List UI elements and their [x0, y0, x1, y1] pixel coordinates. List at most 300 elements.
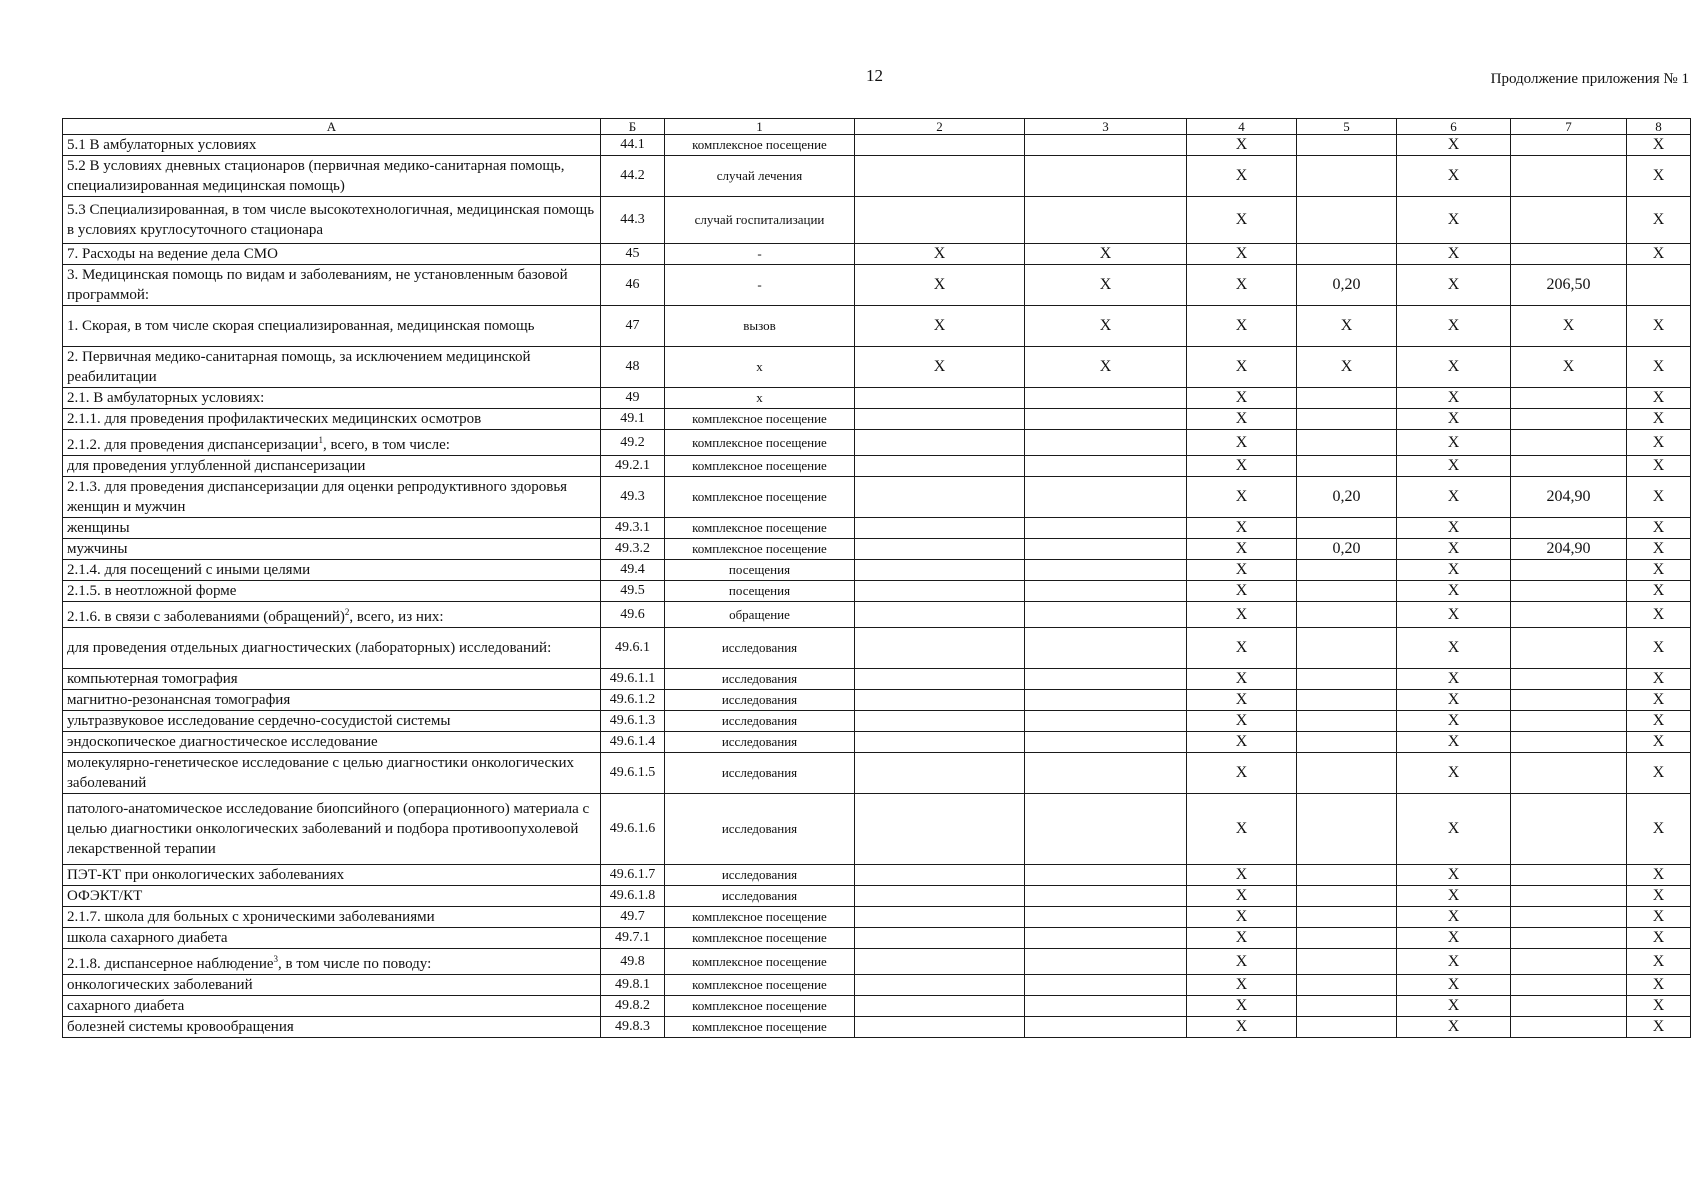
value-cell-5: X: [1297, 347, 1397, 388]
value-cell-7: [1511, 628, 1627, 669]
unit-cell: комплексное посещение: [665, 975, 855, 996]
table-row: [63, 794, 1691, 865]
row-label: [63, 711, 601, 732]
value-cell-3: [1025, 135, 1187, 156]
row-code: 49.5: [601, 581, 665, 602]
value-cell-5: [1297, 456, 1397, 477]
value-cell-2: [855, 581, 1025, 602]
value-cell-3: [1025, 197, 1187, 244]
value-cell-6: X: [1397, 244, 1511, 265]
value-cell-6: X: [1397, 409, 1511, 430]
value-cell-5: [1297, 886, 1397, 907]
unit-cell: исследования: [665, 628, 855, 669]
row-label-text: ОФЭКТ/КТ: [67, 888, 143, 904]
value-cell-8: X: [1627, 794, 1691, 865]
value-cell-4: X: [1187, 347, 1297, 388]
value-cell-7: [1511, 409, 1627, 430]
value-cell-4: X: [1187, 388, 1297, 409]
table-row: [63, 306, 1691, 347]
value-cell-5: [1297, 669, 1397, 690]
header-col-2: 2: [855, 119, 1025, 135]
value-cell-2: [855, 1017, 1025, 1038]
value-cell-4: X: [1187, 753, 1297, 794]
value-cell-5: [1297, 602, 1397, 628]
value-cell-2: [855, 602, 1025, 628]
value-cell-5: X: [1297, 306, 1397, 347]
row-label: [63, 1017, 601, 1038]
value-cell-6: X: [1397, 347, 1511, 388]
row-label-text: болезней системы кровообращения: [67, 1019, 294, 1035]
unit-cell: посещения: [665, 581, 855, 602]
table-row: [63, 560, 1691, 581]
header-col-6: 6: [1397, 119, 1511, 135]
unit-cell: вызов: [665, 306, 855, 347]
value-cell-2: [855, 753, 1025, 794]
value-cell-2: [855, 907, 1025, 928]
value-cell-2: X: [855, 244, 1025, 265]
value-cell-2: [855, 197, 1025, 244]
unit-cell: исследования: [665, 690, 855, 711]
row-label: [63, 690, 601, 711]
value-cell-8: X: [1627, 156, 1691, 197]
table-row: [63, 865, 1691, 886]
value-cell-7: [1511, 135, 1627, 156]
value-cell-4: X: [1187, 602, 1297, 628]
value-cell-5: [1297, 430, 1397, 456]
value-cell-5: [1297, 135, 1397, 156]
value-cell-6: X: [1397, 518, 1511, 539]
value-cell-6: X: [1397, 1017, 1511, 1038]
value-cell-3: [1025, 732, 1187, 753]
value-cell-2: [855, 560, 1025, 581]
value-cell-3: [1025, 711, 1187, 732]
row-label: [63, 669, 601, 690]
row-label-text: женщины: [67, 520, 130, 536]
value-cell-8: X: [1627, 996, 1691, 1017]
value-cell-7: [1511, 996, 1627, 1017]
row-label: [63, 865, 601, 886]
table-body: [63, 135, 1691, 1038]
value-cell-2: [855, 456, 1025, 477]
row-label-text: школа сахарного диабета: [67, 930, 228, 946]
row-label: [63, 794, 601, 865]
value-cell-4: X: [1187, 628, 1297, 669]
value-cell-5: 0,20: [1297, 477, 1397, 518]
value-cell-5: [1297, 794, 1397, 865]
table-row: [63, 477, 1691, 518]
row-label: [63, 347, 601, 388]
table-row: [63, 690, 1691, 711]
table-row: [63, 244, 1691, 265]
value-cell-5: 0,20: [1297, 539, 1397, 560]
value-cell-7: [1511, 794, 1627, 865]
value-cell-8: [1627, 265, 1691, 306]
table-row: [63, 456, 1691, 477]
value-cell-7: [1511, 244, 1627, 265]
value-cell-4: X: [1187, 975, 1297, 996]
table-row: [63, 135, 1691, 156]
row-label: [63, 518, 601, 539]
row-code: 49.1: [601, 409, 665, 430]
value-cell-5: [1297, 518, 1397, 539]
value-cell-2: [855, 477, 1025, 518]
unit-cell: исследования: [665, 711, 855, 732]
value-cell-7: [1511, 669, 1627, 690]
value-cell-8: X: [1627, 430, 1691, 456]
table-row: [63, 996, 1691, 1017]
table-row: [63, 409, 1691, 430]
value-cell-8: X: [1627, 886, 1691, 907]
table-row: [63, 539, 1691, 560]
value-cell-2: [855, 388, 1025, 409]
row-label-text: 2.1.7. школа для больных с хроническими заболеваниями: [67, 909, 435, 925]
value-cell-3: [1025, 388, 1187, 409]
header-col-a: А: [63, 119, 601, 135]
table-row: [63, 886, 1691, 907]
value-cell-6: X: [1397, 135, 1511, 156]
unit-cell: комплексное посещение: [665, 409, 855, 430]
value-cell-2: [855, 430, 1025, 456]
row-label: [63, 477, 601, 518]
value-cell-5: [1297, 560, 1397, 581]
value-cell-6: X: [1397, 602, 1511, 628]
row-label: [63, 732, 601, 753]
value-cell-3: [1025, 581, 1187, 602]
unit-cell: обращение: [665, 602, 855, 628]
value-cell-5: [1297, 388, 1397, 409]
value-cell-3: [1025, 477, 1187, 518]
unit-cell: исследования: [665, 865, 855, 886]
value-cell-3: [1025, 560, 1187, 581]
value-cell-7: [1511, 865, 1627, 886]
table-row: [63, 197, 1691, 244]
value-cell-4: X: [1187, 409, 1297, 430]
row-label-text: 2.1.4. для посещений с иными целями: [67, 562, 311, 578]
value-cell-7: [1511, 388, 1627, 409]
value-cell-2: X: [855, 306, 1025, 347]
unit-cell: комплексное посещение: [665, 928, 855, 949]
row-code: 46: [601, 265, 665, 306]
value-cell-3: [1025, 865, 1187, 886]
value-cell-7: [1511, 907, 1627, 928]
row-code: 49.2.1: [601, 456, 665, 477]
row-label-text: мужчины: [67, 541, 128, 557]
value-cell-2: [855, 928, 1025, 949]
table-header-row: [63, 119, 1691, 135]
value-cell-2: [855, 156, 1025, 197]
value-cell-4: X: [1187, 581, 1297, 602]
value-cell-6: X: [1397, 949, 1511, 975]
row-label: [63, 388, 601, 409]
value-cell-5: [1297, 581, 1397, 602]
table-row: [63, 732, 1691, 753]
table-row: [63, 975, 1691, 996]
value-cell-4: X: [1187, 265, 1297, 306]
header-col-1: 1: [665, 119, 855, 135]
value-cell-2: [855, 732, 1025, 753]
value-cell-2: [855, 865, 1025, 886]
value-cell-8: X: [1627, 456, 1691, 477]
value-cell-4: X: [1187, 156, 1297, 197]
table-row: [63, 430, 1691, 456]
value-cell-7: [1511, 602, 1627, 628]
value-cell-3: [1025, 430, 1187, 456]
value-cell-6: X: [1397, 907, 1511, 928]
row-label: [63, 430, 601, 456]
value-cell-2: [855, 996, 1025, 1017]
row-code: 49.6.1.8: [601, 886, 665, 907]
value-cell-6: X: [1397, 197, 1511, 244]
value-cell-7: [1511, 518, 1627, 539]
value-cell-6: X: [1397, 306, 1511, 347]
value-cell-7: [1511, 156, 1627, 197]
row-label-text: сахарного диабета: [67, 998, 185, 1014]
value-cell-8: X: [1627, 388, 1691, 409]
appendix-continuation-note: Продолжение приложения № 1: [1490, 71, 1689, 87]
row-label-text: ультразвуковое исследование сердечно-сосудистой системы: [67, 713, 451, 729]
row-label-text: 2.1.3. для проведения диспансеризации для оценки репродуктивного здоровья женщин и мужчин: [67, 479, 568, 515]
footnote-marker: 3: [273, 954, 279, 964]
value-cell-5: [1297, 409, 1397, 430]
value-cell-8: X: [1627, 409, 1691, 430]
page-number: 12: [866, 66, 883, 85]
value-cell-5: [1297, 928, 1397, 949]
row-code: 49.6.1.3: [601, 711, 665, 732]
value-cell-8: X: [1627, 244, 1691, 265]
value-cell-3: [1025, 669, 1187, 690]
table-row: [63, 753, 1691, 794]
value-cell-7: [1511, 928, 1627, 949]
value-cell-5: 0,20: [1297, 265, 1397, 306]
unit-cell: исследования: [665, 886, 855, 907]
value-cell-3: [1025, 628, 1187, 669]
row-label-text: 3. Медицинская помощь по видам и заболеваниям, не установленным базовой программой:: [67, 267, 568, 303]
value-cell-5: [1297, 690, 1397, 711]
value-cell-7: [1511, 886, 1627, 907]
value-cell-3: [1025, 949, 1187, 975]
row-code: 49.8.1: [601, 975, 665, 996]
value-cell-7: 204,90: [1511, 477, 1627, 518]
table-row: [63, 156, 1691, 197]
value-cell-3: X: [1025, 347, 1187, 388]
row-code: 49.6.1.7: [601, 865, 665, 886]
unit-cell: случай лечения: [665, 156, 855, 197]
row-code: 49.6.1.4: [601, 732, 665, 753]
value-cell-8: X: [1627, 949, 1691, 975]
row-code: 49.4: [601, 560, 665, 581]
row-label-tail: , всего, в том числе:: [322, 437, 450, 453]
row-label-text: эндоскопическое диагностическое исследование: [67, 734, 378, 750]
value-cell-4: X: [1187, 794, 1297, 865]
value-cell-3: [1025, 1017, 1187, 1038]
value-cell-8: X: [1627, 560, 1691, 581]
value-cell-4: X: [1187, 865, 1297, 886]
table-row: [63, 388, 1691, 409]
value-cell-6: X: [1397, 265, 1511, 306]
unit-cell: -: [665, 265, 855, 306]
row-code: 49.3: [601, 477, 665, 518]
row-code: 49.6.1.5: [601, 753, 665, 794]
value-cell-4: X: [1187, 244, 1297, 265]
table-row: [63, 628, 1691, 669]
header-col-4: 4: [1187, 119, 1297, 135]
row-label-tail: , в том числе по поводу:: [278, 956, 432, 972]
row-code: 44.1: [601, 135, 665, 156]
value-cell-8: X: [1627, 865, 1691, 886]
value-cell-4: X: [1187, 886, 1297, 907]
unit-cell: комплексное посещение: [665, 456, 855, 477]
value-cell-7: 204,90: [1511, 539, 1627, 560]
row-label: [63, 996, 601, 1017]
row-label-text: магнитно-резонансная томография: [67, 692, 291, 708]
row-label: [63, 753, 601, 794]
value-cell-5: [1297, 865, 1397, 886]
unit-cell: исследования: [665, 794, 855, 865]
unit-cell: x: [665, 388, 855, 409]
value-cell-2: X: [855, 347, 1025, 388]
row-label: [63, 306, 601, 347]
row-label: [63, 539, 601, 560]
value-cell-7: [1511, 949, 1627, 975]
value-cell-2: [855, 518, 1025, 539]
value-cell-4: X: [1187, 1017, 1297, 1038]
row-code: 44.2: [601, 156, 665, 197]
value-cell-8: X: [1627, 628, 1691, 669]
value-cell-8: X: [1627, 581, 1691, 602]
unit-cell: случай госпитализации: [665, 197, 855, 244]
value-cell-3: X: [1025, 306, 1187, 347]
value-cell-8: X: [1627, 518, 1691, 539]
value-cell-4: X: [1187, 306, 1297, 347]
value-cell-5: [1297, 156, 1397, 197]
row-label: [63, 456, 601, 477]
value-cell-2: [855, 975, 1025, 996]
value-cell-2: [855, 711, 1025, 732]
row-label: [63, 907, 601, 928]
row-code: 45: [601, 244, 665, 265]
unit-cell: исследования: [665, 732, 855, 753]
value-cell-5: [1297, 197, 1397, 244]
value-cell-3: [1025, 602, 1187, 628]
value-cell-4: X: [1187, 197, 1297, 244]
value-cell-6: X: [1397, 560, 1511, 581]
value-cell-5: [1297, 711, 1397, 732]
value-cell-7: X: [1511, 347, 1627, 388]
unit-cell: x: [665, 347, 855, 388]
value-cell-7: [1511, 560, 1627, 581]
unit-cell: исследования: [665, 669, 855, 690]
value-cell-7: [1511, 456, 1627, 477]
row-code: 49: [601, 388, 665, 409]
value-cell-6: X: [1397, 628, 1511, 669]
value-cell-2: [855, 135, 1025, 156]
table-row: [63, 518, 1691, 539]
value-cell-3: [1025, 518, 1187, 539]
row-code: 49.6.1.2: [601, 690, 665, 711]
value-cell-6: X: [1397, 581, 1511, 602]
row-label-tail: , всего, из них:: [349, 609, 444, 625]
row-code: 49.7.1: [601, 928, 665, 949]
value-cell-4: X: [1187, 907, 1297, 928]
row-label-text: 2. Первичная медико-санитарная помощь, за исключением медицинской реабилитации: [67, 349, 531, 385]
value-cell-2: X: [855, 265, 1025, 306]
value-cell-8: X: [1627, 928, 1691, 949]
value-cell-8: X: [1627, 306, 1691, 347]
value-cell-6: X: [1397, 794, 1511, 865]
table-row: [63, 347, 1691, 388]
value-cell-6: X: [1397, 669, 1511, 690]
value-cell-7: [1511, 690, 1627, 711]
value-cell-5: [1297, 1017, 1397, 1038]
value-cell-4: X: [1187, 477, 1297, 518]
header-col-3: 3: [1025, 119, 1187, 135]
value-cell-8: X: [1627, 669, 1691, 690]
unit-cell: комплексное посещение: [665, 907, 855, 928]
value-cell-7: [1511, 197, 1627, 244]
value-cell-3: [1025, 907, 1187, 928]
row-label: [63, 628, 601, 669]
table-row: [63, 602, 1691, 628]
value-cell-2: [855, 690, 1025, 711]
row-label-text: ПЭТ-КТ при онкологических заболеваниях: [67, 867, 345, 883]
header-col-5: 5: [1297, 119, 1397, 135]
row-code: 49.3.1: [601, 518, 665, 539]
value-cell-5: [1297, 907, 1397, 928]
row-code: 49.7: [601, 907, 665, 928]
value-cell-2: [855, 949, 1025, 975]
value-cell-6: X: [1397, 388, 1511, 409]
value-cell-8: X: [1627, 1017, 1691, 1038]
row-code: 49.6: [601, 602, 665, 628]
value-cell-3: [1025, 156, 1187, 197]
row-label: [63, 197, 601, 244]
unit-cell: комплексное посещение: [665, 430, 855, 456]
value-cell-4: X: [1187, 135, 1297, 156]
row-code: 49.6.1.6: [601, 794, 665, 865]
row-label-text: 5.1 В амбулаторных условиях: [67, 137, 257, 153]
row-label: [63, 244, 601, 265]
value-cell-2: [855, 539, 1025, 560]
value-cell-4: X: [1187, 996, 1297, 1017]
unit-cell: комплексное посещение: [665, 949, 855, 975]
value-cell-8: X: [1627, 711, 1691, 732]
row-label: [63, 265, 601, 306]
value-cell-4: X: [1187, 732, 1297, 753]
value-cell-8: X: [1627, 539, 1691, 560]
value-cell-3: [1025, 409, 1187, 430]
value-cell-3: [1025, 996, 1187, 1017]
footnote-marker: 2: [344, 607, 350, 617]
value-cell-7: [1511, 430, 1627, 456]
row-code: 44.3: [601, 197, 665, 244]
row-label-text: 5.3 Специализированная, в том числе высокотехнологичная, медицинская помощь в условиях круглосуточного стационара: [67, 202, 595, 238]
unit-cell: исследования: [665, 753, 855, 794]
row-label-text: 7. Расходы на ведение дела СМО: [67, 246, 278, 262]
value-cell-8: X: [1627, 690, 1691, 711]
value-cell-4: X: [1187, 539, 1297, 560]
data-table: [62, 118, 1691, 1038]
value-cell-7: [1511, 732, 1627, 753]
value-cell-4: X: [1187, 456, 1297, 477]
row-label-text: патолого-анатомическое исследование биопсийного (операционного) материала с целью диагностики онкологических заболеваний и подбора противоопухолевой лекарственной терапии: [67, 801, 590, 857]
value-cell-8: X: [1627, 975, 1691, 996]
value-cell-7: X: [1511, 306, 1627, 347]
unit-cell: комплексное посещение: [665, 477, 855, 518]
value-cell-6: X: [1397, 156, 1511, 197]
value-cell-6: X: [1397, 690, 1511, 711]
value-cell-8: X: [1627, 347, 1691, 388]
value-cell-3: [1025, 975, 1187, 996]
